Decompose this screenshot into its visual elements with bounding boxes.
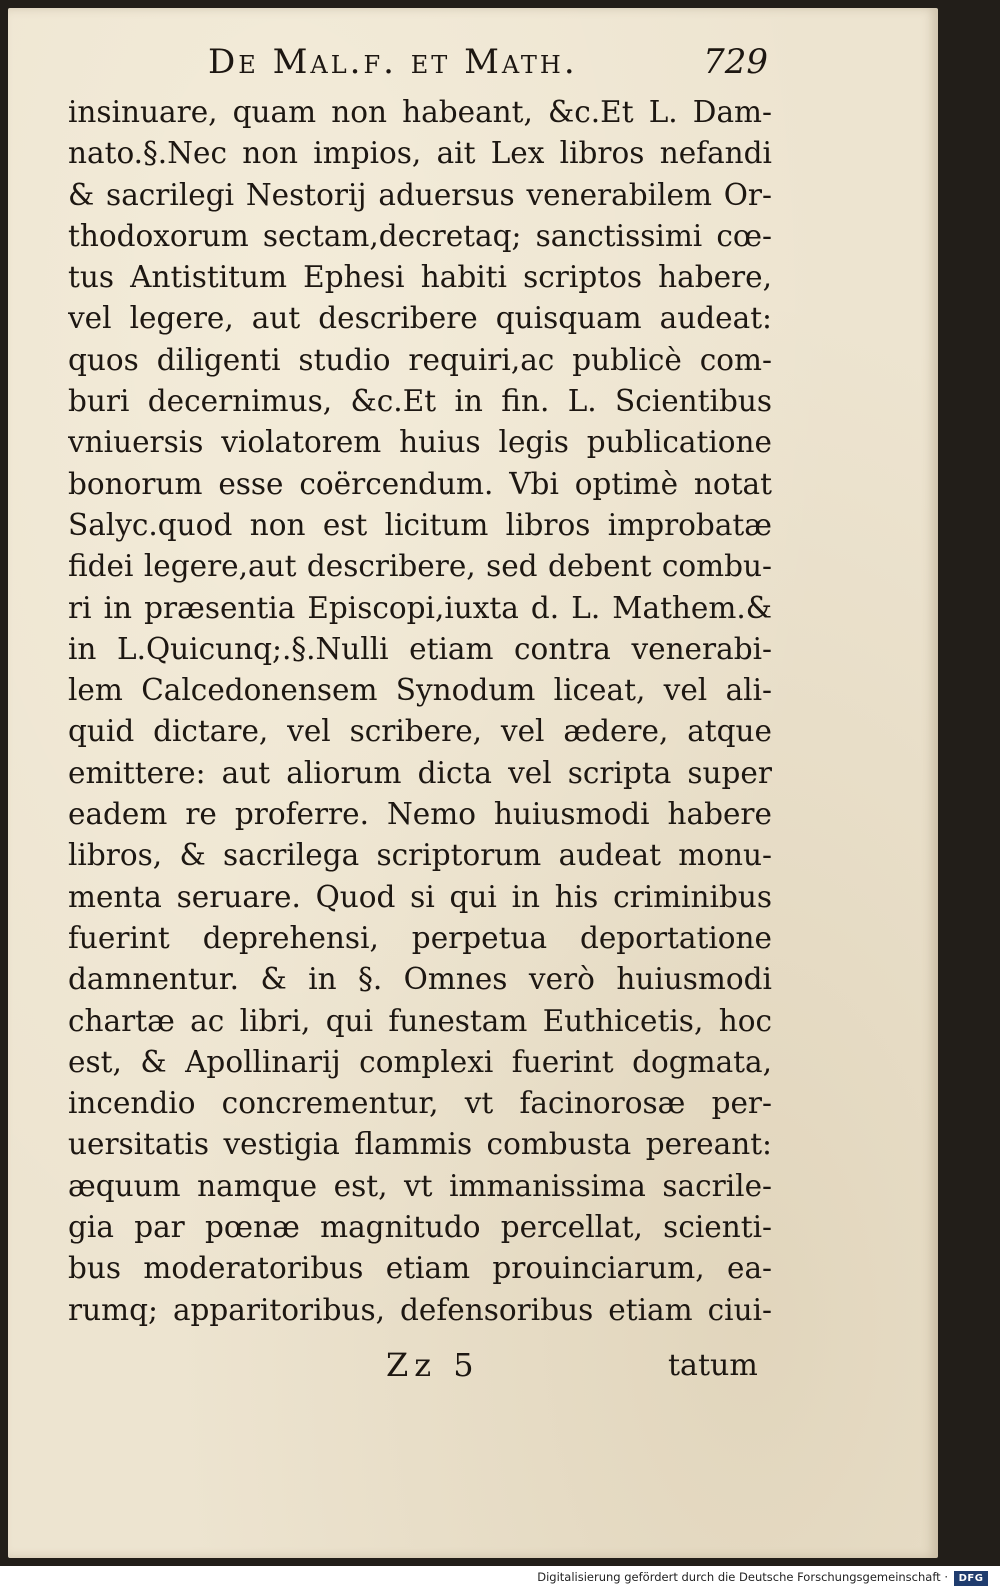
text-line: lem Calcedonensem Synodum liceat, vel ali- (68, 673, 772, 708)
text-line: fidei legere,aut describere, sed debent combu- (68, 549, 772, 584)
catchword: tatum (668, 1348, 758, 1383)
text-line: incendio concrementur, vt facinorosæ per- (68, 1086, 772, 1121)
funding-credit: Digitalisierung gefördert durch die Deutsche Forschungsgemeinschaft · (537, 1570, 948, 1584)
text-line: vel legere, aut describere quisquam audeat: (68, 301, 772, 336)
text-line: bonorum esse coërcendum. Vbi optimè notat (68, 466, 772, 501)
text-line: quid dictare, vel scribere, vel ædere, atque (68, 714, 772, 749)
signature-mark: Zz 5 (386, 1346, 480, 1384)
text-line: & sacrilegi Nestorij aduersus venerabilem Or- (68, 177, 772, 212)
text-line: eadem re proferre. Nemo huiusmodi habere (68, 797, 772, 832)
text-line: buri decernimus, &c.Et in fin. L. Scientibus (68, 384, 772, 419)
text-line: chartæ ac libri, qui funestam Euthicetis, hoc (68, 1003, 772, 1038)
text-line: nato.§.Nec non impios, ait Lex libros nefandi (68, 136, 772, 171)
book-page (8, 8, 938, 1558)
running-head (208, 42, 768, 86)
text-line: bus moderatoribus etiam prouinciarum, ea- (68, 1251, 772, 1286)
text-line: ri in præsentia Episcopi,iuxta d. L. Mathem.& (68, 590, 772, 625)
text-block (68, 92, 772, 1331)
running-title: De Mal.f. et Math. (208, 42, 578, 82)
text-line: in L.Quicunq;.§.Nulli etiam contra venerabi- (68, 631, 772, 666)
text-line: damnentur. & in §. Omnes verò huiusmodi (68, 962, 772, 997)
page-number: 729 (703, 42, 768, 82)
text-line: thodoxorum sectam,decretaq; sanctissimi cœ- (68, 218, 772, 253)
text-line: fuerint deprehensi, perpetua deportatione (68, 920, 772, 955)
text-line: menta seruare. Quod si qui in his criminibus (68, 879, 772, 914)
text-line: uersitatis vestigia flammis combusta pereant: (68, 1127, 772, 1162)
text-line: vniuersis violatorem huius legis publicatione (68, 425, 772, 460)
text-line: est, & Apollinarij complexi fuerint dogmata, (68, 1044, 772, 1079)
text-line: æquum namque est, vt immanissima sacrile- (68, 1168, 772, 1203)
dfg-logo-icon: DFG (954, 1571, 988, 1586)
text-line: rumq; apparitoribus, defensoribus etiam ciui- (68, 1292, 772, 1327)
text-line: Salyc.quod non est licitum libros improbatæ (68, 507, 772, 542)
text-line: emittere: aut aliorum dicta vel scripta super (68, 755, 772, 790)
text-line: gia par pœnæ magnitudo percellat, scienti- (68, 1210, 772, 1245)
text-line: quos diligenti studio requiri,ac publicè com- (68, 342, 772, 377)
text-line: tus Antistitum Ephesi habiti scriptos habere, (68, 260, 772, 295)
text-line: insinuare, quam non habeant, &c.Et L. Dam- (68, 95, 772, 129)
digitization-footer (0, 1566, 1000, 1592)
text-line: libros, & sacrilega scriptorum audeat monu- (68, 838, 772, 873)
